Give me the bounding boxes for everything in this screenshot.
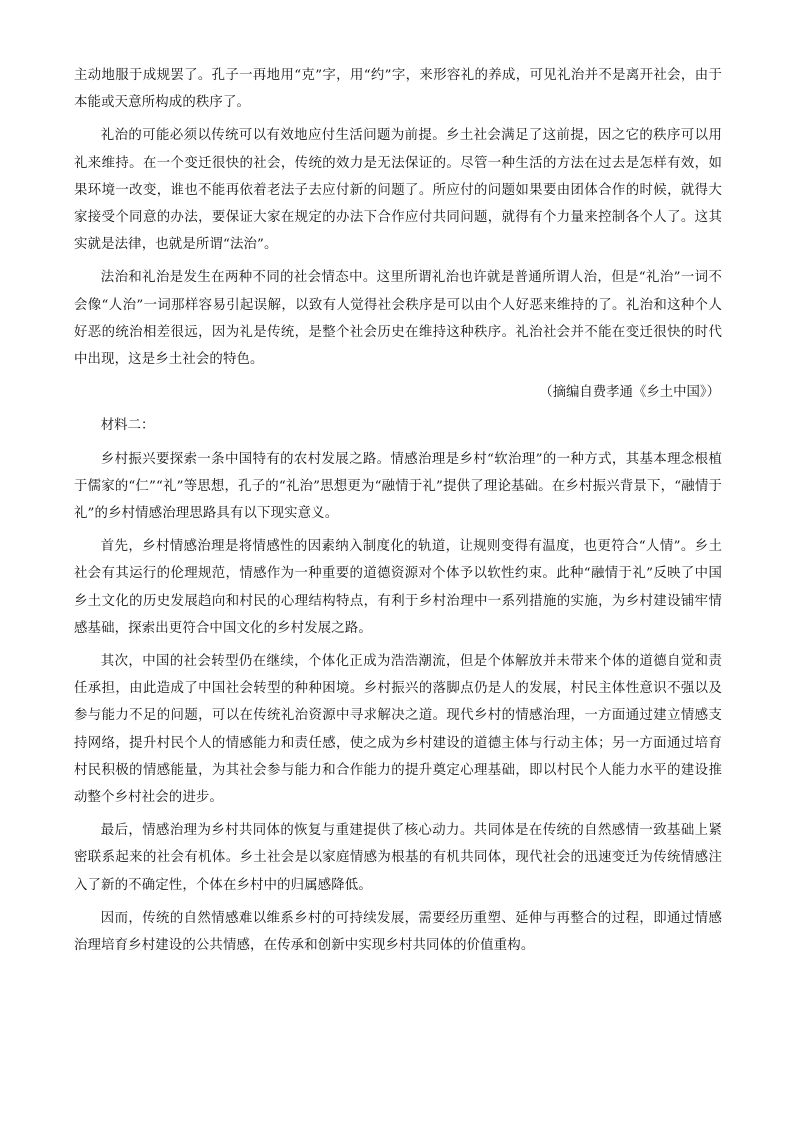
document-page	[74, 62, 722, 965]
paragraph-third-point: 最后，情感治理为乡村共同体的恢复与重建提供了核心动力。共同体是在传统的自然感情一致基础上紧密联系起来的社会有机体。乡土社会是以家庭情感为根基的有机共同体，现代社会的迅速变迁为传统情感注入了新的不确定性，个体在乡村中的归属感降低。	[74, 823, 722, 893]
material-two-heading: 材料二：	[100, 418, 155, 434]
source-citation: （摘编自费孝通《乡土中国》）	[539, 385, 720, 401]
paragraph-conclusion: 因而，传统的自然情感难以维系乡村的可持续发展，需要经历重塑、延伸与再整合的过程，即通过情感治理培育乡村建设的公共情感，在传承和创新中实现乡村共同体的价值重构。	[74, 910, 722, 954]
paragraph-rule-of-law-vs-rites: 法治和礼治是发生在两种不同的社会情态中。这里所谓礼治也许就是普通所谓人治，但是“礼治”一词不会像“人治”一词那样容易引起误解，以致有人觉得社会秩序是可以由个人好恶来维持的了。礼治和这种个人好恶的统治相差很远，因为礼是传统，是整个社会历史在维持这种秩序。礼治社会并不能在变迁很快的时代中出现，这是乡土社会的特色。	[74, 270, 722, 368]
paragraph-first-point: 首先，乡村情感治理是将情感性的因素纳入制度化的轨道，让规则变得有温度，也更符合“人情”。乡土社会有其运行的伦理规范，情感作为一种重要的道德资源对个体予以软性约束。此种“融情于礼”反映了中国乡土文化的历史发展趋向和村民的心理结构特点，有利于乡村治理中一系列措施的实施，为乡村建设铺牢情感基础，探索出更符合中国文化的乡村发展之路。	[74, 539, 722, 636]
paragraph-second-point: 其次，中国的社会转型仍在继续，个体化正成为浩浩潮流，但是个体解放并未带来个体的道德自觉和责任承担，由此造成了中国社会转型的种种困境。乡村振兴的落脚点仍是人的发展，村民主体性意识不强以及参与能力不足的问题，可以在传统礼治资源中寻求解决之道。现代乡村的情感治理，一方面通过建立情感支持网络，提升村民个人的情感能力和责任感，使之成为乡村建设的道德主体与行动主体；另一方面通过培育村民积极的情感能量，为其社会参与能力和合作能力的提升奠定心理基础，即以村民个人能力水平的建设推动整个乡村社会的进步。	[74, 654, 722, 806]
paragraph-continuation: 主动地服于成规罢了。孔子一再地用“克”字，用“约”字，来形容礼的养成，可见礼治并不是离开社会，由于本能或天意所构成的秩序了。	[74, 68, 722, 111]
paragraph-rule-of-rites-premise: 礼治的可能必须以传统可以有效地应付生活问题为前提。乡土社会满足了这前提，因之它的秩序可以用礼来维持。在一个变迁很快的社会，传统的效力是无法保证的。尽管一种生活的方法在过去是怎样有效，如果环境一改变，谁也不能再依着老法子去应付新的问题了。所应付的问题如果要由团体合作的时候，就得大家接受个同意的办法，要保证大家在规定的办法下合作应付共同问题，就得有个力量来控制各个人了。这其实就是法律，也就是所谓“法治”。	[74, 128, 722, 253]
paragraph-rural-revitalization: 乡村振兴要探索一条中国特有的农村发展之路。情感治理是乡村“软治理”的一种方式，其基本理念根植于儒家的“仁”“礼”等思想，孔子的“礼治”思想更为“融情于礼”提供了理论基础。在乡村振兴背景下，“融情于礼”的乡村情感治理思路具有以下现实意义。	[74, 451, 722, 522]
